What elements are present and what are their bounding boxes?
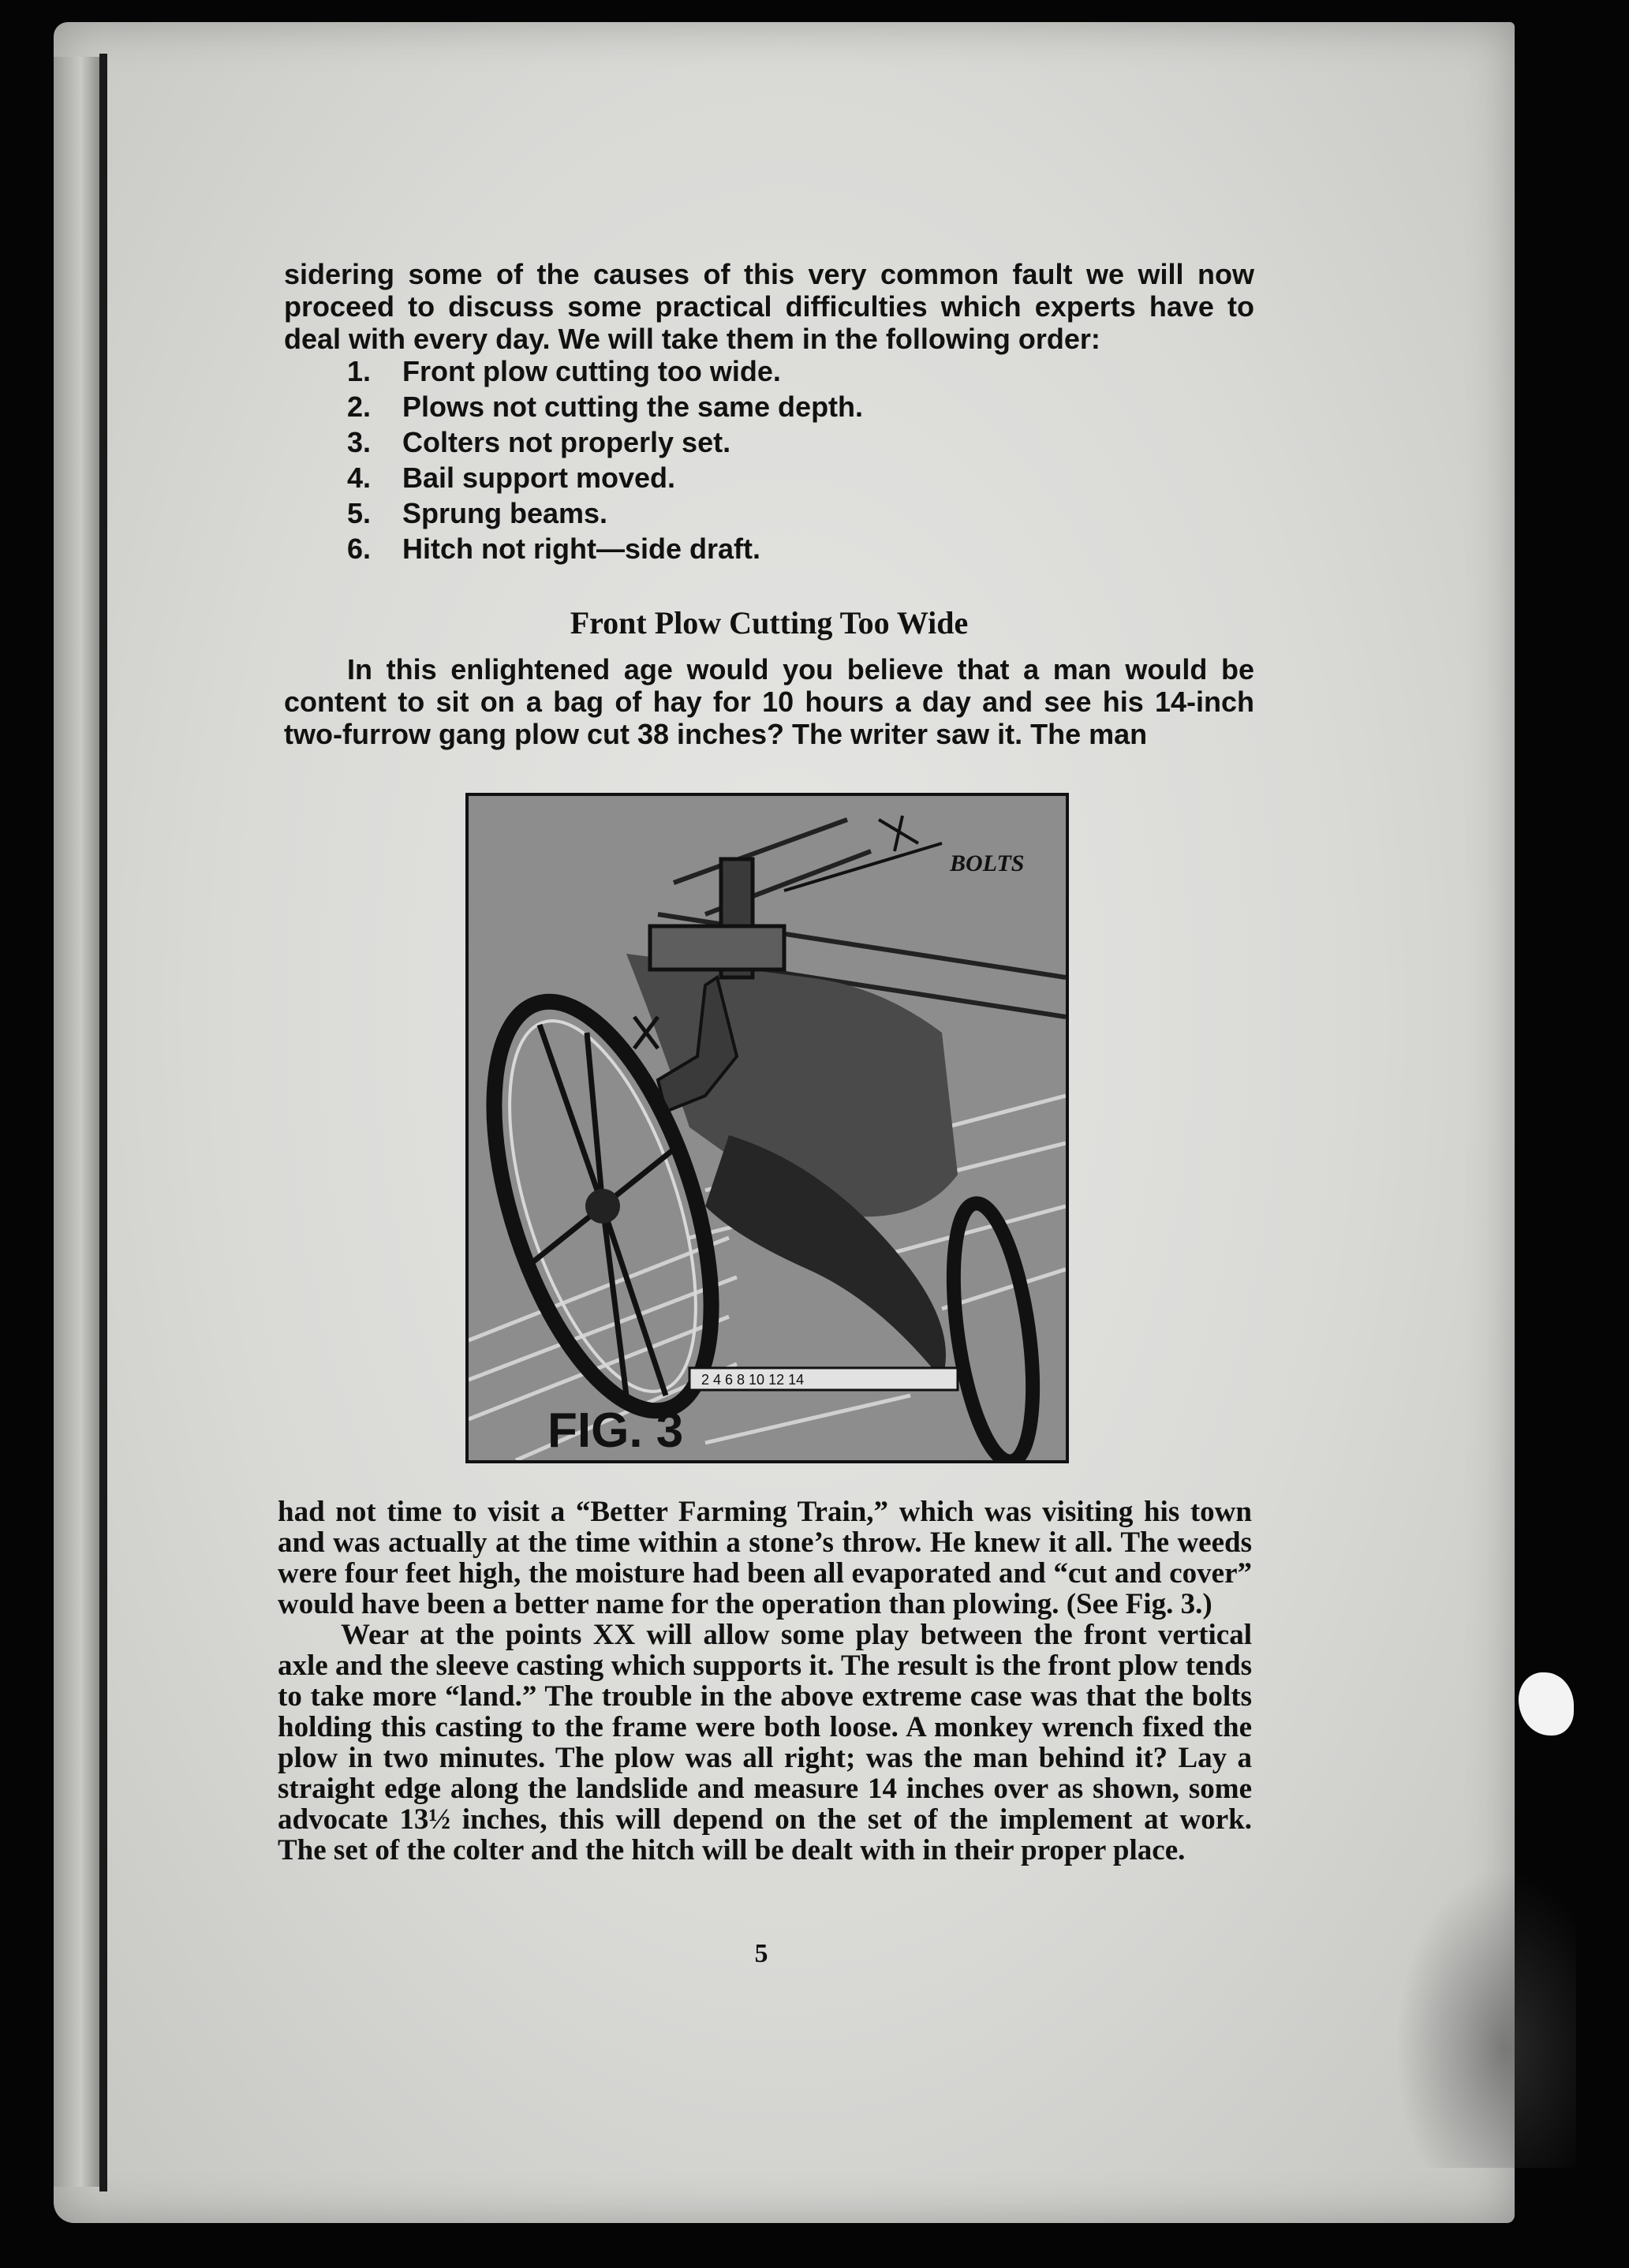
- list-text: Bail support moved.: [402, 461, 676, 494]
- ruler-marks: 2 4 6 8 10 12 14: [701, 1372, 805, 1388]
- list-text: Hitch not right—side draft.: [402, 532, 760, 565]
- list-text: Front plow cutting too wide.: [402, 355, 781, 387]
- intro-paragraph: [284, 258, 1254, 355]
- section-heading: Front Plow Cutting Too Wide: [570, 605, 969, 641]
- paragraph-1: [284, 653, 1254, 750]
- plow-drawing: [469, 796, 1066, 1460]
- facing-page-edge: [54, 57, 99, 2187]
- list-item: [347, 353, 1057, 389]
- list-item: [347, 531, 1057, 566]
- list-number: 3.: [347, 426, 372, 458]
- list-number: 1.: [347, 355, 372, 387]
- figure-3-plow-illustration: [465, 793, 1069, 1463]
- list-number: 2.: [347, 390, 372, 423]
- list-item: [347, 424, 1057, 460]
- paper-tear: [1519, 1672, 1574, 1736]
- page-number: 5: [754, 1939, 768, 1968]
- paragraph-1-text: In this enlightened age would you believe that a man would be content to sit on a bag of hay for 10 hours a day and see his 14-inch two-furrow gang plow cut 38 inches? The writer saw it. The man: [284, 653, 1254, 750]
- list-text: Colters not properly set.: [402, 426, 731, 458]
- paragraph-2: had not time to visit a “Better Farming Train,” which was visiting his town and was actually at the time within a stone’s throw. He knew it all. The weeds were four feet high, the moisture had been all evaporated and “cut and cover” would have been a better name for the operation than plowing. (See Fig. 3.): [278, 1496, 1252, 1620]
- page-stain: [1395, 1868, 1576, 2168]
- list-text: Plows not cutting the same depth.: [402, 390, 864, 423]
- list-item: [347, 495, 1057, 531]
- list-number: 4.: [347, 461, 372, 494]
- paragraph-3: Wear at the points XX will allow some play between the front vertical axle and the sleeve casting which supports it. The result is the front plow tends to take more “land.” The trouble in the above extreme case was that the bolts holding this casting to the frame were both loose. A monkey wrench fixed the plow in two minutes. The plow was all right; was the man behind it? Lay a straight edge along the landslide and measure 14 inches over as shown, some advocate 13½ inches, this will depend on the set of the implement at work. The set of the colter and the hitch will be dealt with in their proper place.: [278, 1619, 1252, 1866]
- list-item: [347, 460, 1057, 495]
- list-number: 6.: [347, 532, 372, 565]
- list-number: 5.: [347, 497, 372, 529]
- bolts-label: BOLTS: [950, 850, 1025, 876]
- body-text: [278, 1496, 1252, 1866]
- intro-text: sidering some of the causes of this very common fault we will now proceed to discuss some practical difficulties which experts have to deal with every day. We will take them in the following order:: [284, 258, 1254, 355]
- list-item: [347, 389, 1057, 424]
- figure-label: FIG. 3: [547, 1403, 684, 1458]
- problem-list: [347, 353, 1057, 566]
- book-spine: [99, 54, 107, 2191]
- list-text: Sprung beams.: [402, 497, 608, 529]
